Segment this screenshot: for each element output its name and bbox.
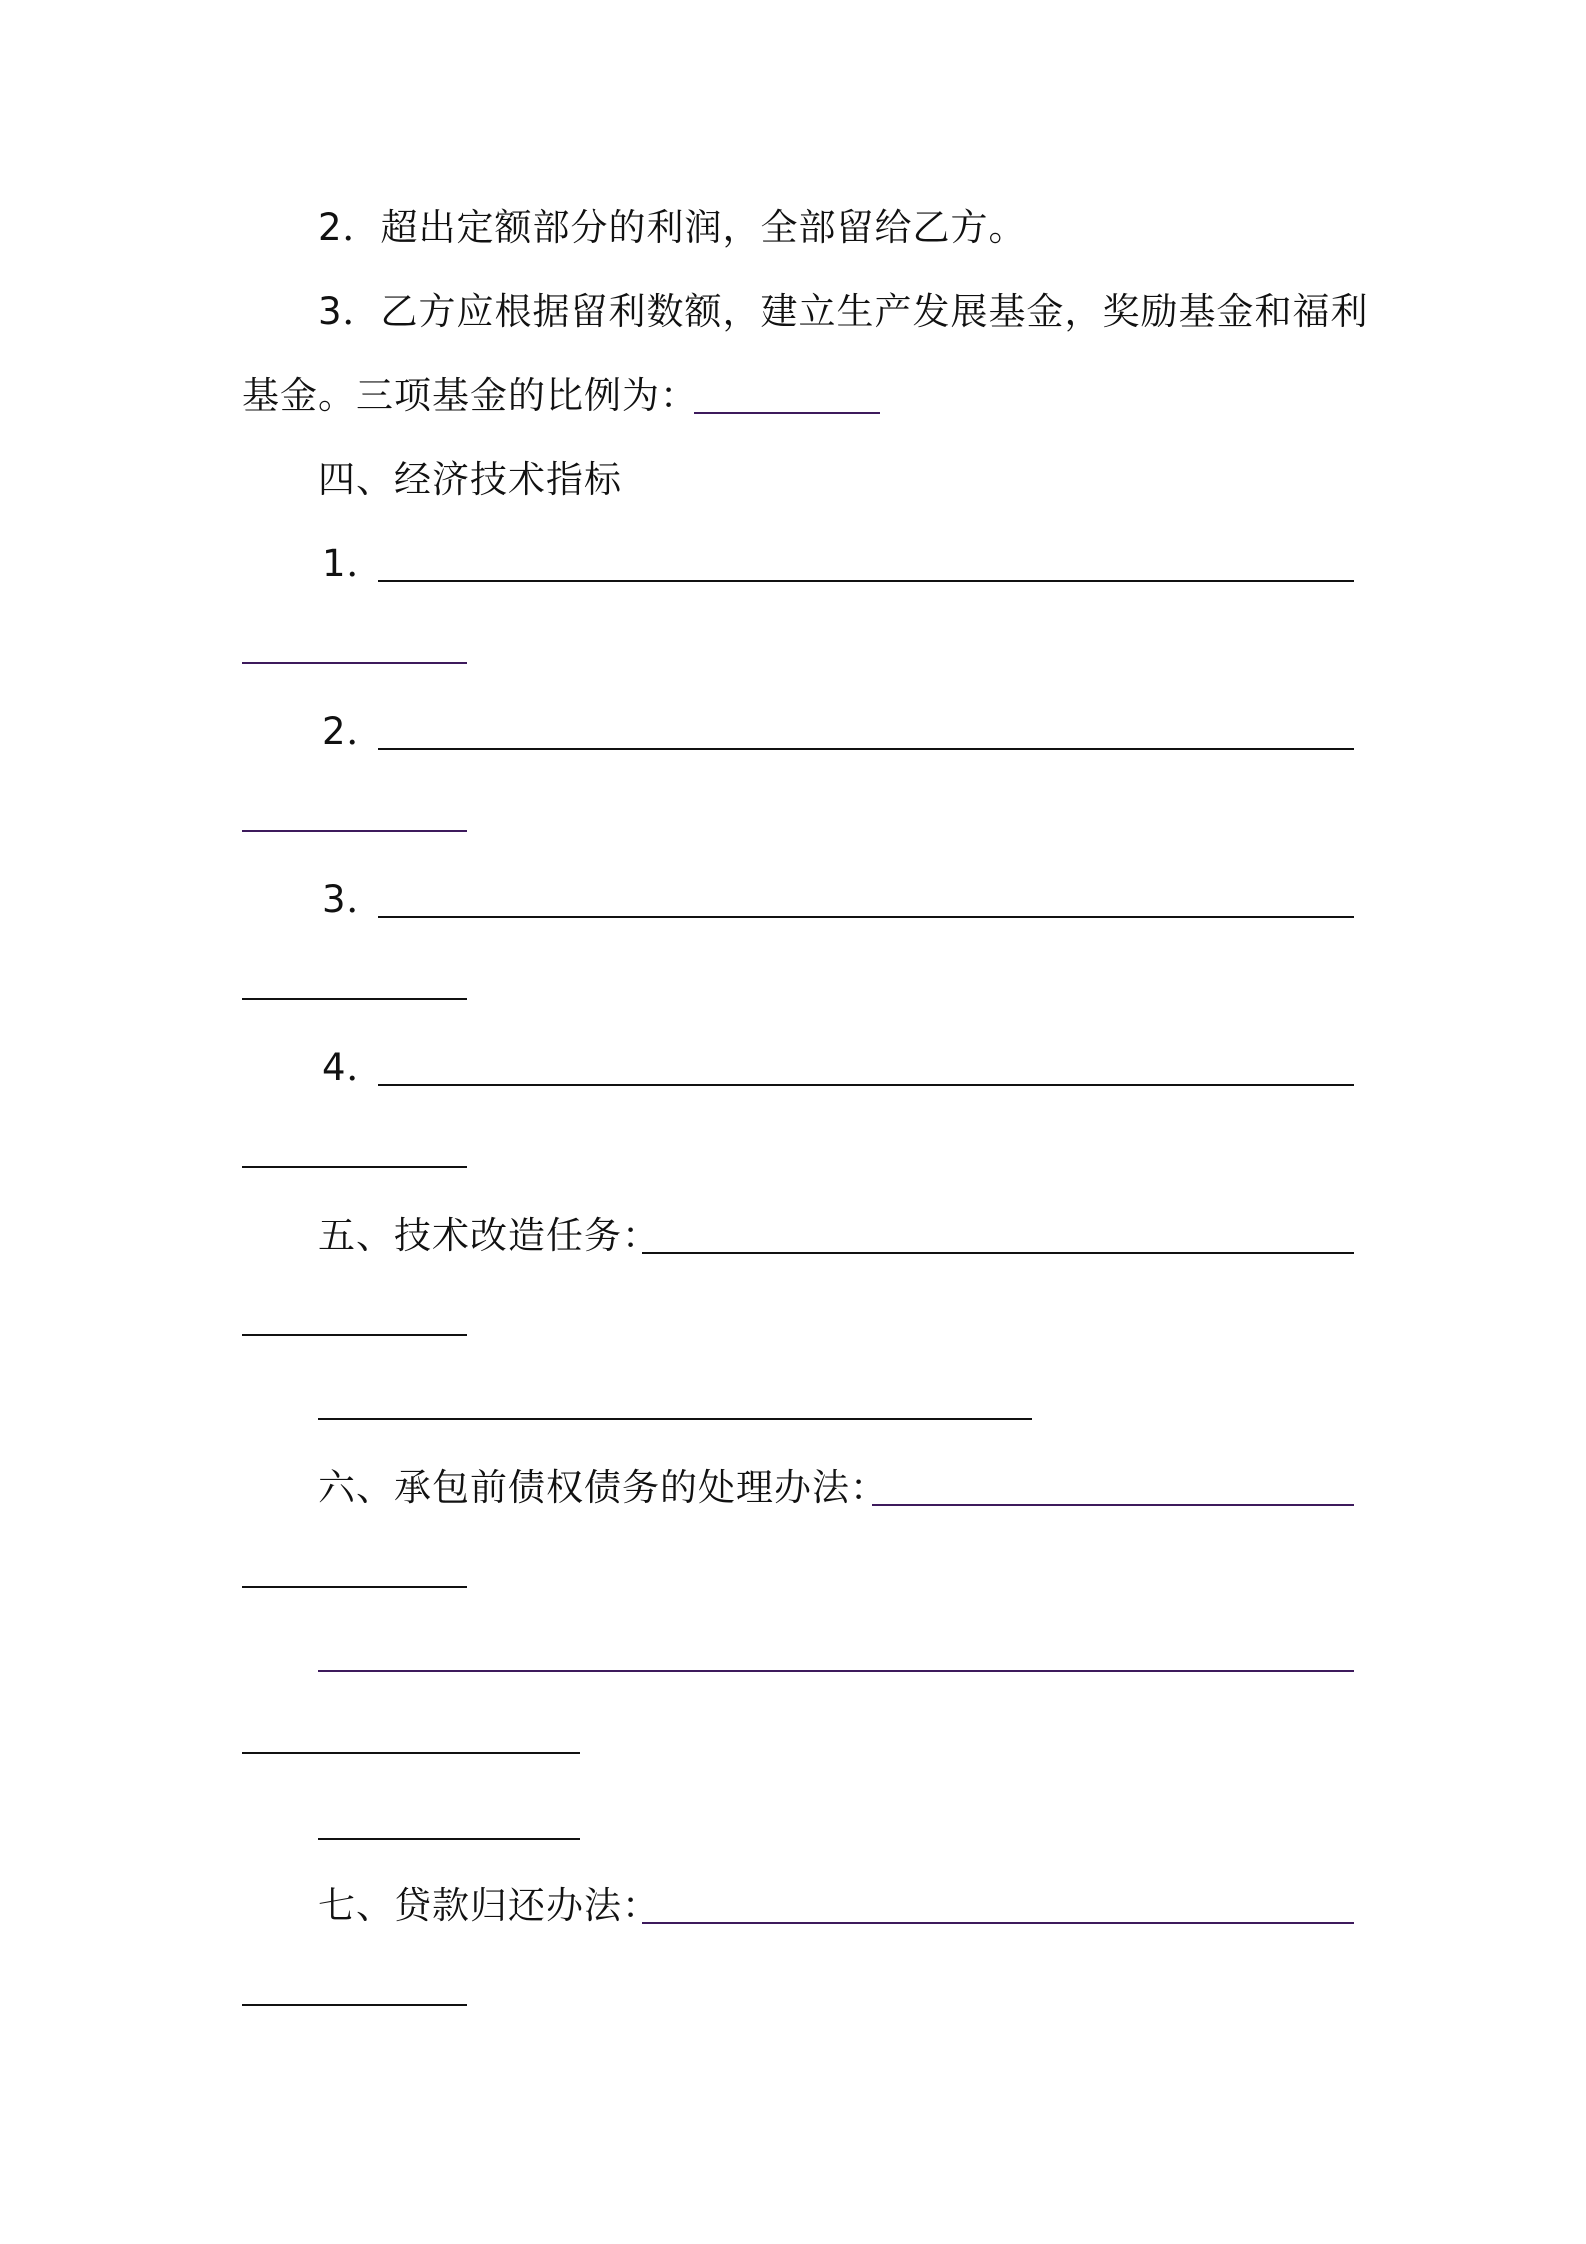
section-6-blank-line3[interactable] xyxy=(318,1838,580,1840)
clause-funds: 3．乙方应根据留利数额，建立生产发展基金，奖励基金和福利 xyxy=(318,290,1369,333)
section-4-heading: 四、经济技术指标 xyxy=(318,458,622,501)
item-2-blank-continued[interactable] xyxy=(242,830,467,832)
section-6-blank-continued[interactable] xyxy=(242,1586,467,1588)
section-6-heading: 六、承包前债权债务的处理办法： xyxy=(318,1466,888,1509)
item-4-number: 4． xyxy=(322,1046,385,1089)
item-2-blank[interactable] xyxy=(378,748,1354,750)
clause-profit-excess: 2．超出定额部分的利润，全部留给乙方。 xyxy=(318,206,1027,249)
section-5-blank-continued[interactable] xyxy=(242,1334,467,1336)
section-7-blank-continued[interactable] xyxy=(242,2004,467,2006)
clause-funds-continued: 基金。三项基金的比例为： xyxy=(242,374,698,417)
section-5-heading: 五、技术改造任务： xyxy=(318,1214,660,1257)
item-4-blank[interactable] xyxy=(378,1084,1354,1086)
section-5-blank-extra[interactable] xyxy=(318,1418,1032,1420)
item-3-number: 3． xyxy=(322,878,385,921)
item-3-blank-continued[interactable] xyxy=(242,998,467,1000)
section-6-blank-line2[interactable] xyxy=(318,1670,1354,1672)
item-1-number: 1． xyxy=(322,542,385,585)
section-7-heading: 七、贷款归还办法： xyxy=(318,1884,660,1927)
item-1-blank-continued[interactable] xyxy=(242,662,467,664)
item-1-blank[interactable] xyxy=(378,580,1354,582)
section-5-blank[interactable] xyxy=(642,1252,1354,1254)
funds-ratio-blank[interactable] xyxy=(694,412,880,414)
section-6-blank[interactable] xyxy=(872,1504,1354,1506)
section-7-blank[interactable] xyxy=(642,1922,1354,1924)
item-3-blank[interactable] xyxy=(378,916,1354,918)
section-6-blank-line2-continued[interactable] xyxy=(242,1752,580,1754)
item-4-blank-continued[interactable] xyxy=(242,1166,467,1168)
item-2-number: 2． xyxy=(322,710,385,753)
